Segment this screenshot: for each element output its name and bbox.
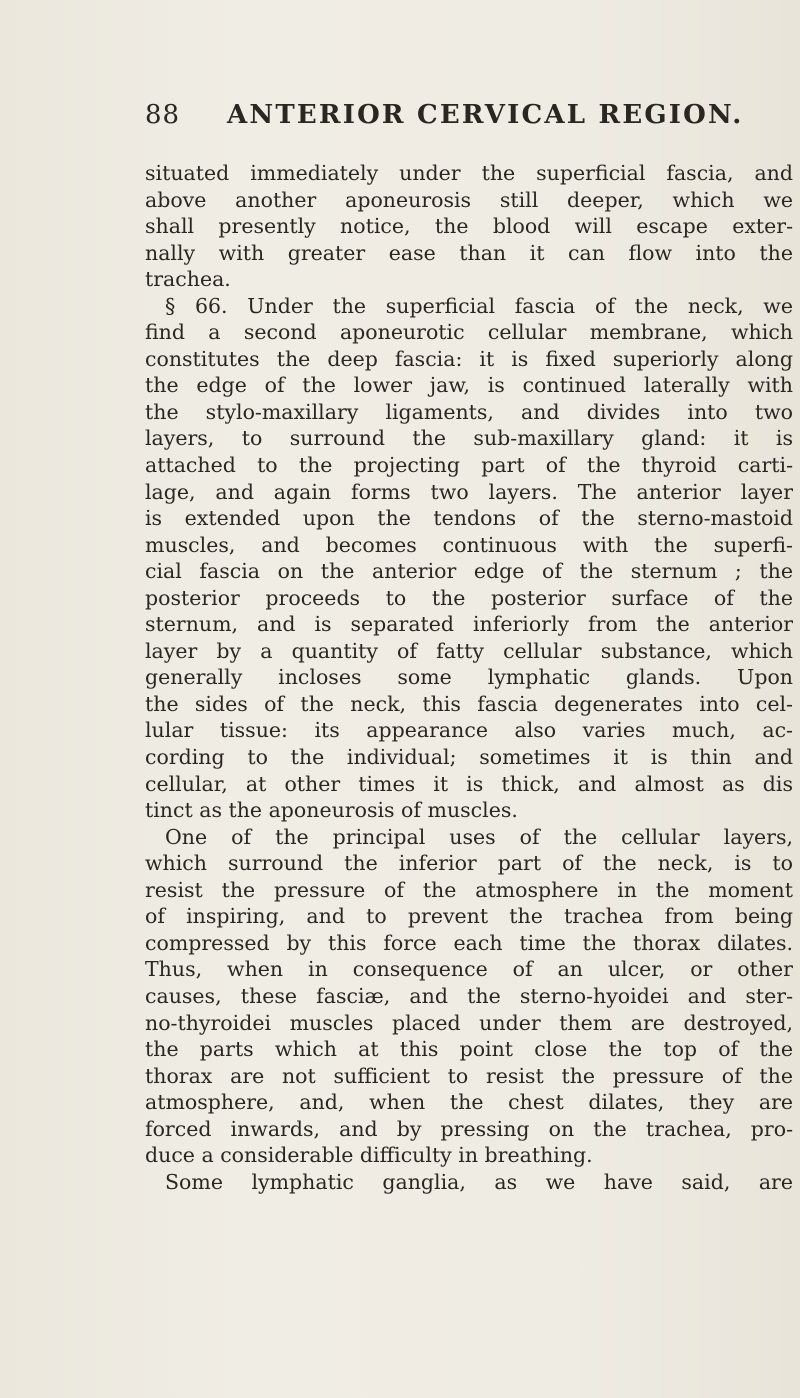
text-line: the stylo-maxillary ligaments, and divides into two — [145, 399, 793, 424]
text-line: the parts which at this point close the top of the — [145, 1037, 793, 1062]
text-line: find a second aponeurotic cellular membrane, which — [145, 320, 793, 345]
text-line: generally incloses some lymphatic glands. Upon — [145, 665, 793, 690]
text-line: above another aponeurosis still deeper, which we — [145, 187, 793, 212]
page-header — [145, 100, 785, 140]
text-line: Thus, when in consequence of an ulcer, or other — [145, 957, 793, 982]
text-line: muscles, and becomes continuous with the superfi- — [145, 532, 793, 557]
text-line: Some lymphatic ganglia, as we have said, are — [165, 1169, 793, 1194]
text-line: attached to the projecting part of the thyroid carti- — [145, 453, 793, 478]
text-line: atmosphere, and, when the chest dilates, they are — [145, 1090, 793, 1115]
text-line: situated immediately under the superficial fascia, and — [145, 161, 793, 185]
text-line: of inspiring, and to prevent the trachea from being — [145, 904, 793, 929]
text-line: causes, these fasciæ, and the sterno-hyoidei and ster- — [145, 983, 793, 1008]
text-line: the edge of the lower jaw, is continued laterally with — [145, 373, 793, 398]
text-line: layers, to surround the sub-maxillary gland: it is — [145, 426, 793, 451]
text-line: § 66. Under the superficial fascia of the neck, we — [165, 293, 793, 318]
text-line: constitutes the deep fascia: it is fixed superiorly along — [145, 346, 793, 371]
text-line: resist the pressure of the atmosphere in the moment — [145, 877, 793, 902]
text-line: cial fascia on the anterior edge of the sternum ; the — [145, 559, 793, 584]
text-line: thorax are not sufficient to resist the pressure of the — [145, 1063, 793, 1088]
text-line: nally with greater ease than it can flow into the — [145, 240, 793, 265]
text-line: trachea. — [145, 267, 231, 292]
text-line: no-thyroidei muscles placed under them are destroyed, — [145, 1010, 793, 1035]
text-line: cording to the individual; sometimes it is thin and — [145, 745, 793, 770]
text-line: duce a considerable difficulty in breathing. — [145, 1143, 593, 1168]
text-line: sternum, and is separated inferiorly from the anterior — [145, 612, 793, 637]
text-line: cellular, at other times it is thick, and almost as dis — [145, 771, 793, 796]
page-number: 88 — [145, 100, 181, 130]
text-line: posterior proceeds to the posterior surface of the — [145, 585, 793, 610]
body-text — [145, 160, 793, 1195]
text-line: One of the principal uses of the cellular layers, — [165, 824, 793, 849]
text-line: lular tissue: its appearance also varies much, ac- — [145, 718, 793, 743]
text-line: compressed by this force each time the thorax dilates. — [145, 930, 793, 955]
text-line: is extended upon the tendons of the sterno-mastoid — [145, 506, 793, 531]
text-line: layer by a quantity of fatty cellular substance, which — [145, 638, 793, 663]
text-line: forced inwards, and by pressing on the trachea, pro- — [145, 1116, 793, 1141]
text-line: the sides of the neck, this fascia degenerates into cel- — [145, 691, 793, 716]
text-line: tinct as the aponeurosis of muscles. — [145, 798, 518, 823]
running-head: ANTERIOR CERVICAL REGION. — [227, 100, 744, 130]
text-line: which surround the inferior part of the neck, is to — [145, 851, 793, 876]
text-line: lage, and again forms two layers. The anterior layer — [145, 479, 793, 504]
text-line: shall presently notice, the blood will escape exter- — [145, 214, 793, 239]
